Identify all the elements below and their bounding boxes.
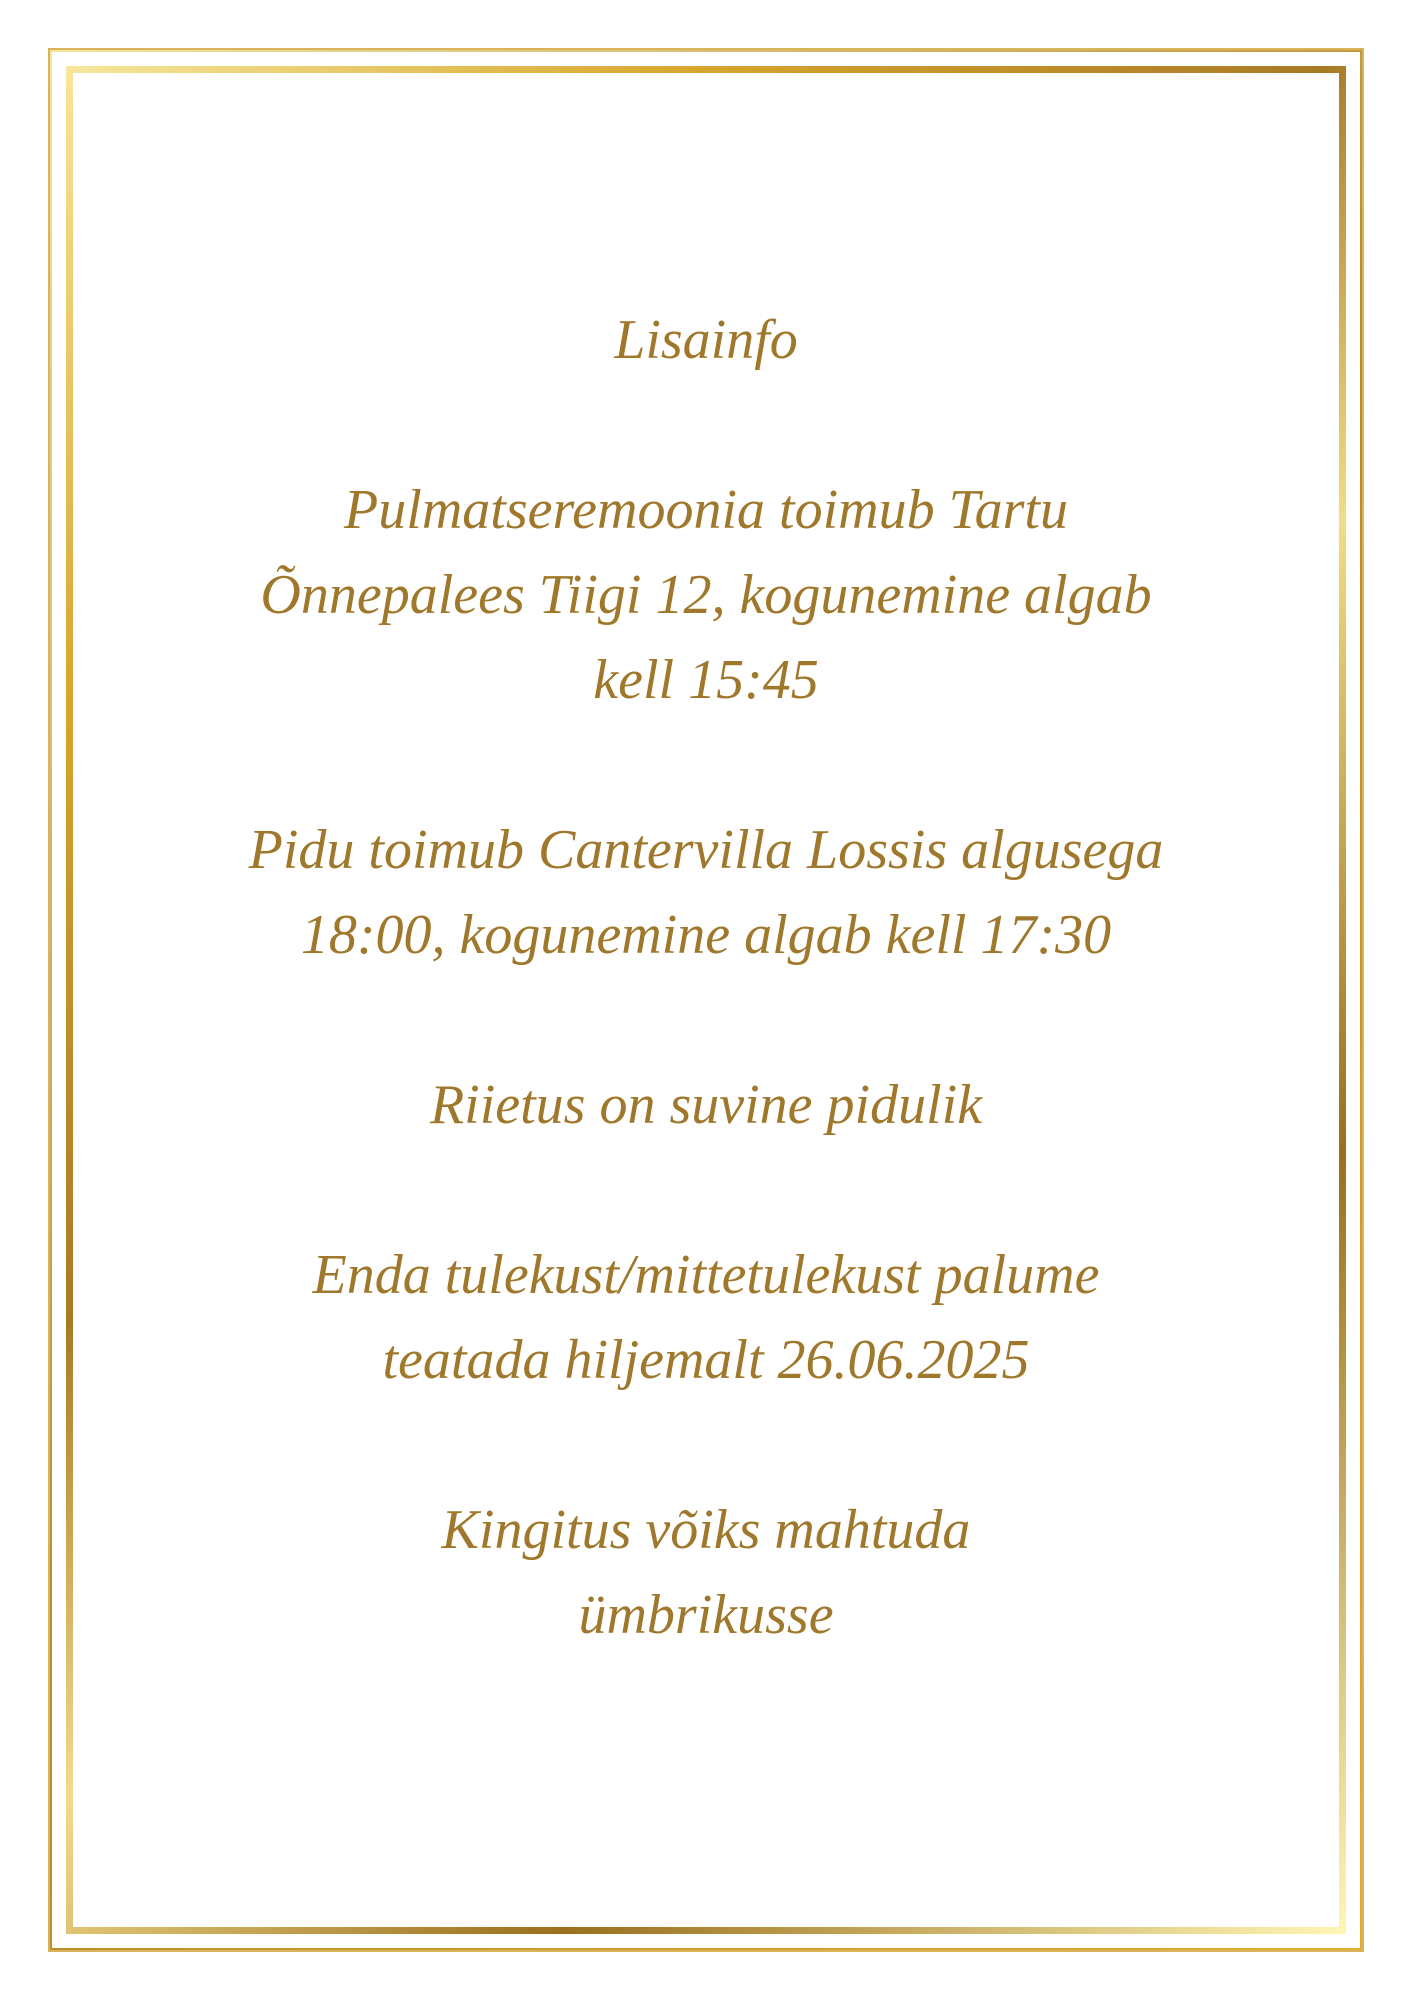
page-title: Lisainfo	[614, 309, 798, 371]
party-line-2: 18:00, kogunemine algab kell 17:30	[300, 904, 1112, 966]
party-info	[66, 808, 1346, 978]
gift-info	[66, 1488, 1346, 1658]
ceremony-info	[66, 468, 1346, 723]
info-card-content	[66, 66, 1346, 1934]
party-line-1: Pidu toimub Cantervilla Lossis algusega	[248, 819, 1164, 881]
rsvp-info	[66, 1233, 1346, 1403]
ceremony-line-2: Õnnepalees Tiigi 12, kogunemine algab	[260, 564, 1152, 626]
rsvp-line-2: teatada hiljemalt 26.06.2025	[382, 1329, 1030, 1391]
gift-line-2: ümbrikusse	[578, 1584, 834, 1646]
dress-code-info	[66, 1063, 1346, 1148]
rsvp-line-1: Enda tulekust/mittetulekust palume	[312, 1244, 1100, 1306]
ceremony-line-3: kell 15:45	[593, 649, 819, 711]
dress-code-line-1: Riietus on suvine pidulik	[429, 1074, 983, 1136]
gift-line-1: Kingitus võiks mahtuda	[441, 1499, 971, 1561]
ceremony-line-1: Pulmatseremoonia toimub Tartu	[344, 479, 1068, 541]
